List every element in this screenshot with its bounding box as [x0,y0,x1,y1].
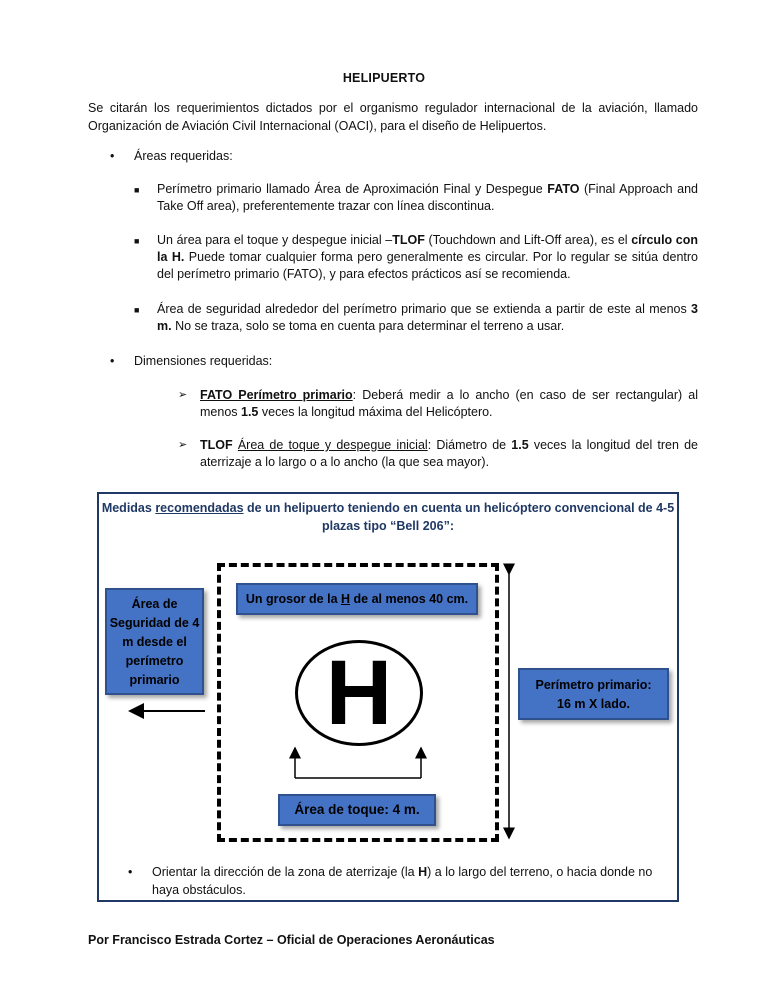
dimension-item-fato: FATO Perímetro primario: Deberá medir a lo ancho (en caso de ser rectangular) al menos 1.5 veces la longitud máxima del Helicóptero. [200,388,698,419]
arrow-bullet-icon: ➢ [178,389,188,401]
square-bullet-icon: ■ [134,305,140,315]
helipad-h-marking: H [325,642,393,744]
document-page: HELIPUERTO Se citarán los requerimientos dictados por el organismo regulador internacional de la aviación, llamado Organización de Aviación Civil Internacional (OACI), para el diseño de Helipuertos. • Áreas requeridas: ■ Perímetro primario llamado Área de Aproximación Final y Despegue FATO (Final Approach and Take Off area), preferentemente trazar con línea discontinua. ■ Un área para el toque y despegue inicial –TLOF (Touchdown and Lift-Off area), es el círculo con la H. Puede tomar cualquier forma pero generalmente es circular. Por lo regular se sitúa dentro del perímetro primario (FATO), y para efectos prácticos así se recomienda. ■ Área de seguridad alrededor del perímetro primario que se extienda a partir de este al menos 3 m. No se traza, solo se toma en cuenta para determinar el terreno a usar. • Dimensiones requeridas: ➢ FATO Perímetro primario: Deberá medir a lo ancho (en caso de ser rectangular) al menos 1.5 veces la longitud máxima del Helicóptero. ➢ TLOF Área de toque y despegue inicial: Diámetro de 1.5 veces la longitud del tren de aterrizaje a lo largo o a lo ancho (la que sea mayor). Medidas recomendadas de un helipuerto teniendo en cuenta un helicóptero convencional de 4-5 plazas tipo “Bell 206”: Un grosor de la H de al menos 40 cm. Área de Seguridad de 4 m desde el perímetro primario Perímetro primario: 16 m X lado. H Área de toque: 4 m. • Orientar la dirección de la zona de aterrizaje (la H) a lo largo del terreno, o hacia donde no haya obstáculos. Por Francisco Estrada Cortez – Oficial de Operaciones Aeronáuticas [0,0,768,994]
diagram-title: Medidas recomendadas de un helipuerto teniendo en cuenta un helicóptero convencional de 4-5 plazas tipo “Bell 206”: [101,501,675,533]
bullet-icon: • [110,149,115,163]
touch-area-label: Área de toque: 4 m. [278,794,436,826]
intro-paragraph: Se citarán los requerimientos dictados por el organismo regulador internacional de la aviación, llamado Organización de Aviación Civil Internacional (OACI), para el diseño de Helipuertos. [88,101,698,133]
dimension-item-tlof: TLOF Área de toque y despegue inicial: Diámetro de 1.5 veces la longitud del tren de aterrizaje a lo largo o a lo ancho (la que sea mayor). [200,438,698,469]
h-thickness-label: Un grosor de la H de al menos 40 cm. [236,583,478,615]
bullet-icon: • [110,354,115,368]
area-item-fato: Perímetro primario llamado Área de Aproximación Final y Despegue FATO (Final Approach and Take Off area), preferentemente trazar con línea discontinua. [157,182,698,213]
author-footer: Por Francisco Estrada Cortez – Oficial de Operaciones Aeronáuticas [88,933,495,947]
square-bullet-icon: ■ [134,236,140,246]
bullet-icon: • [128,865,133,879]
arrow-bullet-icon: ➢ [178,439,188,451]
page-title: HELIPUERTO [342,71,426,85]
safety-area-label: Área de Seguridad de 4 m desde el perímetro primario [105,588,204,695]
perimeter-label: Perímetro primario: 16 m X lado. [518,668,669,720]
area-item-safety: Área de seguridad alrededor del perímetro primario que se extienda a partir de este al menos 3 m. No se traza, solo se toma en cuenta para determinar el terreno a usar. [157,302,698,333]
area-item-tlof: Un área para el toque y despegue inicial –TLOF (Touchdown and Lift-Off area), es el círculo con la H. Puede tomar cualquier forma pero generalmente es circular. Por lo regular se sitúa dentro del perímetro primario (FATO), y para efectos prácticos así se recomienda. [157,233,698,281]
square-bullet-icon: ■ [134,185,140,195]
